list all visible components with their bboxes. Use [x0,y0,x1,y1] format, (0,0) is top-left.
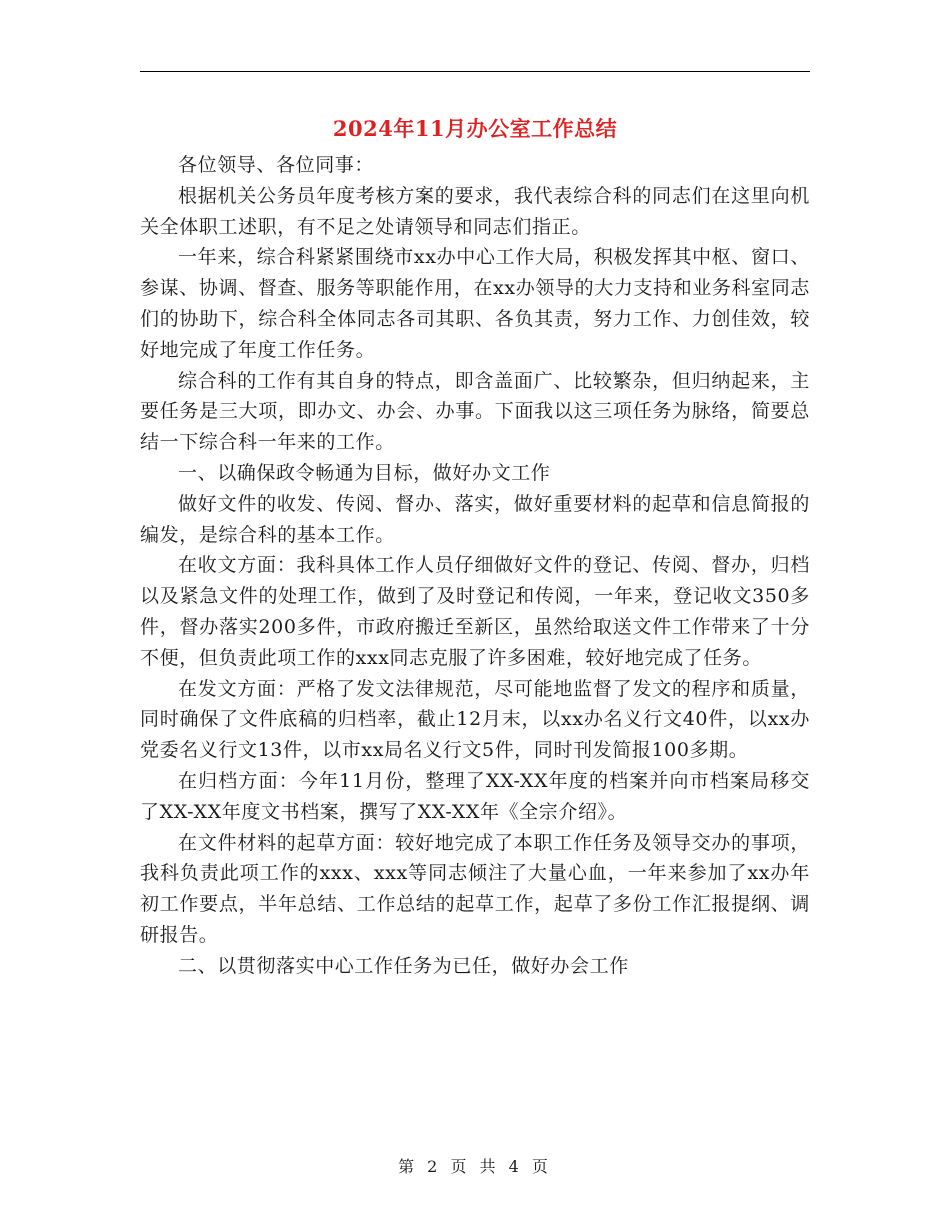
section-heading: 二、以贯彻落实中心工作任务为已任，做好办会工作 [178,954,629,977]
paragraph: 综合科的工作有其自身的特点，即含盖面广、比较繁杂，但归纳起来，主要任务是三大项，即办文、办会、办事。下面我以这三项任务为脉络，简要总结一下综合科一年来的工作。 [140,369,810,454]
paragraph: 一年来，综合科紧紧围绕市xx办中心工作大局，积极发挥其中枢、窗口、参谋、协调、督查、服务等职能作用，在xx办领导的大力支持和业务科室同志们的协助下，综合科全体同志各司其职、各负其责，努力工作、力创佳效，较好地完成了年度工作任务。 [140,246,810,361]
paragraph: 在归档方面：今年11月份，整理了XX-XX年度的档案并向市档案局移交了XX-XX年度文书档案，撰写了XX-XX年《全宗介绍》。 [140,769,810,823]
document-title: 2024年11月办公室工作总结 [332,116,618,141]
paragraph: 在发文方面：严格了发文法律规范，尽可能地监督了发文的程序和质量，同时确保了文件底稿的归档率，截止12月末，以xx办名义行文40件，以xx办党委名义行文13件，以市xx局名义行文5件，同时刊发简报100多期。 [140,677,810,762]
paragraph-salutation: 各位领导、各位同事： [178,154,375,176]
section-heading: 一、以确保政令畅通为目标，做好办文工作 [178,461,551,484]
document-body [140,150,810,982]
paragraph: 根据机关公务员年度考核方案的要求，我代表综合科的同志们在这里向机关全体职工述职，有不足之处请领导和同志们指正。 [140,184,810,238]
header-rule [140,71,810,72]
paragraph: 在收文方面：我科具体工作人员仔细做好文件的登记、传阅、督办，归档以及紧急文件的处理工作，做到了及时登记和传阅，一年来，登记收文350多件，督办落实200多件，市政府搬迁至新区，虽然给取送文件工作带来了十分不便，但负责此项工作的xxx同志克服了许多困难，较好地完成了任务。 [140,554,810,669]
paragraph: 在文件材料的起草方面：较好地完成了本职工作任务及领导交办的事项，我科负责此项工作的xxx、xxx等同志倾注了大量心血，一年来参加了xx办年初工作要点，半年总结、工作总结的起草工作，起草了多份工作汇报提纲、调研报告。 [140,831,810,946]
paragraph: 做好文件的收发、传阅、督办、落实，做好重要材料的起草和信息简报的编发，是综合科的基本工作。 [140,492,810,546]
page-number: 第 2 页 共 4 页 [398,1157,552,1176]
